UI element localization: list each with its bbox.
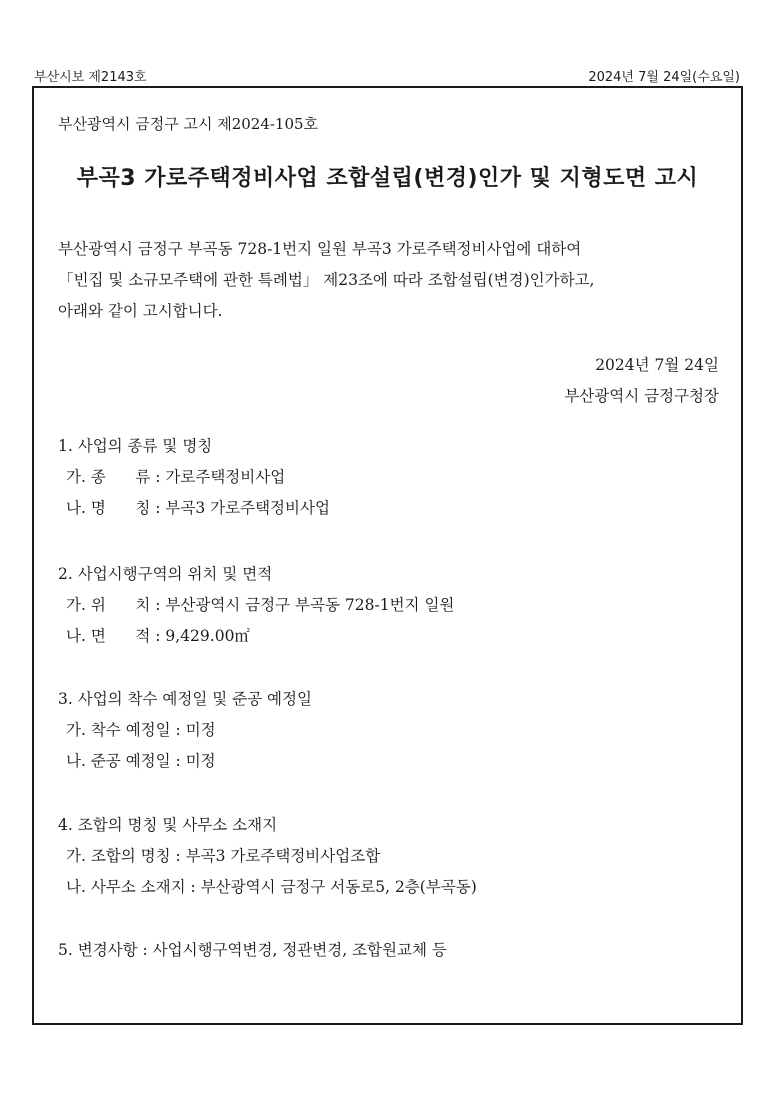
section-2 (58, 559, 454, 652)
section-item: 나. 면 적 : 9,429.00㎡ (66, 627, 250, 645)
notice-number: 부산광역시 금정구 고시 제2024-105호 (58, 115, 319, 133)
section-5 (58, 935, 447, 966)
section-item: 나. 명 칭 : 부곡3 가로주택정비사업 (66, 499, 330, 517)
section-heading: 4. 조합의 명칭 및 사무소 소재지 (58, 816, 278, 834)
section-4 (58, 810, 477, 903)
section-1 (58, 431, 330, 524)
section-heading: 3. 사업의 착수 예정일 및 준공 예정일 (58, 690, 312, 708)
notice-title: 부곡3 가로주택정비사업 조합설립(변경)인가 및 지형도면 고시 (76, 166, 699, 191)
notice-box (32, 86, 743, 1025)
gazette-header (32, 64, 742, 84)
section-3 (58, 684, 312, 777)
section-heading: 1. 사업의 종류 및 명칭 (58, 437, 213, 455)
body-line: 부산광역시 금정구 부곡동 728-1번지 일원 부곡3 가로주택정비사업에 대하여 (58, 240, 582, 258)
section-heading: 2. 사업시행구역의 위치 및 면적 (58, 565, 273, 583)
notice-issuer: 부산광역시 금정구청장 (564, 387, 719, 405)
signature-block (564, 350, 719, 412)
gazette-issue-label: 부산시보 제2143호 (34, 70, 147, 85)
section-item: 가. 착수 예정일 : 미정 (66, 721, 216, 739)
section-item: 가. 위 치 : 부산광역시 금정구 부곡동 728-1번지 일원 (66, 596, 455, 614)
section-item: 나. 사무소 소재지 : 부산광역시 금정구 서동로5, 2층(부곡동) (66, 878, 477, 896)
notice-date: 2024년 7월 24일 (595, 356, 719, 374)
body-line: 아래와 같이 고시합니다. (58, 302, 223, 320)
section-item: 가. 종 류 : 가로주택정비사업 (66, 468, 286, 486)
body-line: 「빈집 및 소규모주택에 관한 특례법」 제23조에 따라 조합설립(변경)인가하고, (58, 271, 595, 289)
notice-body (58, 234, 718, 327)
section-item: 나. 준공 예정일 : 미정 (66, 752, 216, 770)
gazette-date-label: 2024년 7월 24일(수요일) (588, 70, 740, 85)
section-item: 가. 조합의 명칭 : 부곡3 가로주택정비사업조합 (66, 847, 381, 865)
section-heading: 5. 변경사항 : 사업시행구역변경, 정관변경, 조합원교체 등 (58, 941, 447, 959)
